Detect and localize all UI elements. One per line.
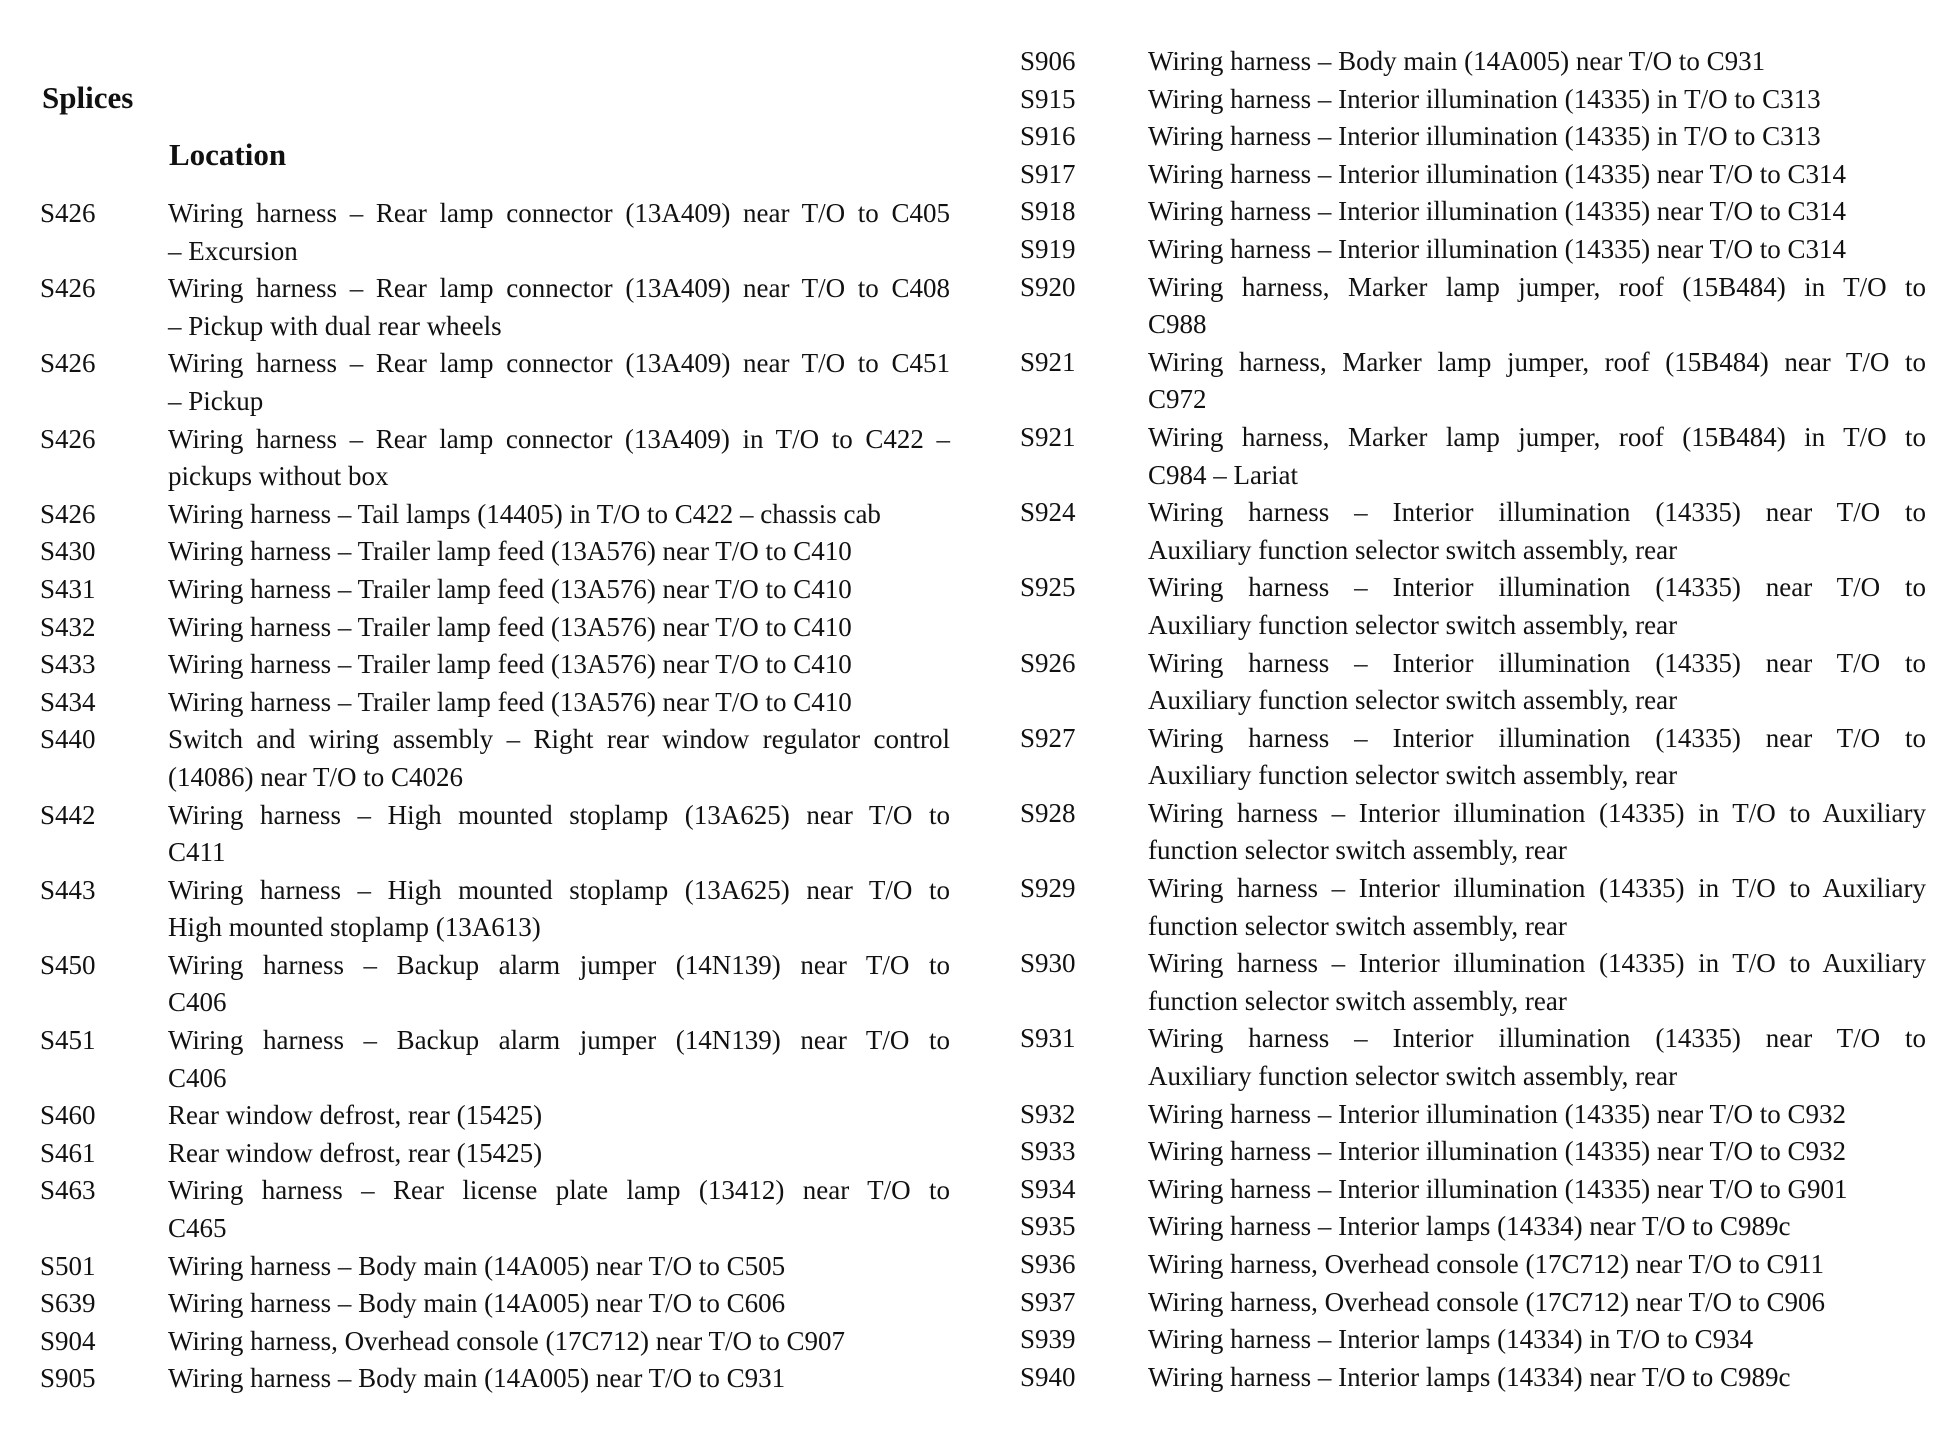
- location-line: Wiring harness – Trailer lamp feed (13A576) near T/O to C410: [168, 649, 852, 680]
- splice-location: [168, 1022, 950, 1097]
- location-line: Wiring harness – Rear lamp connector (13A409) near T/O to C451: [168, 348, 950, 379]
- location-line: Wiring harness – Interior illumination (14335) near T/O to C932: [1148, 1098, 1847, 1129]
- splice-row: [1020, 1284, 1926, 1322]
- splice-location: [168, 496, 950, 534]
- splice-location: [1148, 645, 1926, 720]
- location-line: Wiring harness – Rear lamp connector (13A409) near T/O to C408: [168, 273, 950, 304]
- splice-location: [1148, 1284, 1926, 1322]
- splice-row: [40, 721, 950, 796]
- splice-location: [1148, 1208, 1926, 1246]
- splice-id: S927: [1020, 722, 1076, 753]
- location-line: Wiring harness – Interior lamps (14334) near T/O to C989c: [1148, 1211, 1791, 1242]
- location-line: pickups without box: [168, 461, 389, 492]
- location-line: C406: [168, 987, 227, 1018]
- splice-id: S928: [1020, 797, 1076, 828]
- splice-id: S904: [40, 1325, 96, 1356]
- location-line: – Excursion: [168, 235, 298, 266]
- splice-id: S426: [40, 273, 96, 304]
- splice-id: S932: [1020, 1098, 1076, 1129]
- splice-location: [1148, 269, 1926, 344]
- splice-location: [1148, 870, 1926, 945]
- splice-row: [40, 1248, 950, 1286]
- location-line: Wiring harness – Body main (14A005) near T/O to C931: [1148, 46, 1766, 76]
- location-line: C406: [168, 1062, 227, 1093]
- splice-id: S924: [1020, 497, 1076, 528]
- splice-id: S426: [40, 498, 96, 529]
- splice-row: [1020, 231, 1926, 269]
- location-line: function selector switch assembly, rear: [1148, 985, 1567, 1016]
- location-line: Wiring harness – Interior illumination (14335) in T/O to C313: [1148, 83, 1821, 114]
- splice-row: [1020, 43, 1926, 81]
- location-line: C984 – Lariat: [1148, 459, 1298, 490]
- splice-location: [168, 646, 950, 684]
- location-line: Wiring harness – Trailer lamp feed (13A576) near T/O to C410: [168, 686, 852, 717]
- splice-row: [40, 1323, 950, 1361]
- splice-id: S936: [1020, 1249, 1076, 1279]
- location-line: Wiring harness – Interior lamps (14334) near T/O to C989c: [1148, 1361, 1791, 1392]
- splice-row: [40, 571, 950, 609]
- location-line: (14086) near T/O to C4026: [168, 761, 463, 792]
- splice-location: [1148, 156, 1926, 194]
- splice-row: [1020, 193, 1926, 231]
- splice-id: S929: [1020, 873, 1076, 904]
- location-line: C411: [168, 837, 226, 868]
- splice-id: S925: [1020, 572, 1076, 603]
- splice-id: S443: [40, 874, 96, 905]
- splice-row: [40, 684, 950, 722]
- location-line: Wiring harness – Interior illumination (14335) near T/O to: [1148, 497, 1926, 528]
- location-line: Wiring harness – Trailer lamp feed (13A576) near T/O to C410: [168, 611, 852, 642]
- splice-row: [1020, 945, 1926, 1020]
- location-line: function selector switch assembly, rear: [1148, 835, 1567, 866]
- location-line: Wiring harness – Interior illumination (14335) in T/O to Auxiliary: [1148, 797, 1926, 828]
- splice-id: S434: [40, 686, 96, 717]
- location-line: High mounted stoplamp (13A613): [168, 912, 541, 943]
- splice-row: [40, 496, 950, 534]
- splice-location: [1148, 81, 1926, 119]
- splice-location: [1148, 1246, 1926, 1284]
- splice-location: [168, 195, 950, 270]
- splice-location: [168, 872, 950, 947]
- location-line: Wiring harness – High mounted stoplamp (13A625) near T/O to: [168, 874, 950, 905]
- splice-row: [1020, 1246, 1926, 1284]
- location-line: Wiring harness – Interior illumination (14335) near T/O to C932: [1148, 1136, 1847, 1167]
- splice-row: [1020, 720, 1926, 795]
- splice-id: S921: [1020, 421, 1076, 452]
- location-line: C972: [1148, 384, 1207, 415]
- location-column-header: Location: [169, 137, 287, 172]
- splice-id: S639: [40, 1288, 96, 1319]
- splice-row: [40, 1360, 950, 1398]
- splice-location: [168, 421, 950, 496]
- splice-row: [40, 421, 950, 496]
- splice-id: S461: [40, 1137, 96, 1168]
- splice-location: [1148, 1171, 1926, 1209]
- location-line: Wiring harness – Backup alarm jumper (14N139) near T/O to: [168, 949, 950, 980]
- splice-row: [1020, 494, 1926, 569]
- location-line: function selector switch assembly, rear: [1148, 910, 1567, 941]
- splice-row: [1020, 1096, 1926, 1134]
- location-line: Wiring harness – Rear license plate lamp (13412) near T/O to: [168, 1175, 950, 1206]
- location-line: Auxiliary function selector switch assembly, rear: [1148, 534, 1678, 565]
- location-line: Wiring harness, Overhead console (17C712) near T/O to C907: [168, 1325, 846, 1356]
- location-line: Switch and wiring assembly – Right rear window regulator control: [168, 724, 950, 755]
- splice-row: [1020, 1359, 1926, 1397]
- splice-id: S905: [40, 1363, 96, 1394]
- location-line: Wiring harness – Interior illumination (14335) near T/O to C314: [1148, 196, 1847, 227]
- splice-location: [1148, 231, 1926, 269]
- splice-id: S926: [1020, 647, 1076, 678]
- splice-row: [1020, 269, 1926, 344]
- splice-location: [1148, 1321, 1926, 1359]
- splice-id: S920: [1020, 271, 1076, 302]
- splice-id: S940: [1020, 1361, 1076, 1392]
- splice-location: [1148, 43, 1926, 81]
- splice-location: [168, 721, 950, 796]
- location-line: Wiring harness, Marker lamp jumper, roof (15B484) in T/O to: [1148, 271, 1926, 302]
- splice-location: [1148, 193, 1926, 231]
- splice-id: S930: [1020, 948, 1076, 979]
- splice-location: [1148, 1096, 1926, 1134]
- splice-id: S906: [1020, 46, 1076, 76]
- splice-id: S440: [40, 724, 96, 755]
- splice-row: [1020, 795, 1926, 870]
- splice-location: [168, 345, 950, 420]
- splice-id: S431: [40, 573, 96, 604]
- splice-id: S433: [40, 649, 96, 680]
- splice-id: S915: [1020, 83, 1076, 114]
- splice-location: [168, 947, 950, 1022]
- splice-id: S919: [1020, 233, 1076, 264]
- location-line: Wiring harness – Backup alarm jumper (14N139) near T/O to: [168, 1025, 950, 1056]
- splice-location: [168, 1323, 950, 1361]
- location-line: Auxiliary function selector switch assembly, rear: [1148, 685, 1678, 716]
- splice-id: S426: [40, 198, 96, 228]
- splice-row: [40, 1022, 950, 1097]
- splice-row: [1020, 1208, 1926, 1246]
- location-line: Wiring harness – Body main (14A005) near T/O to C606: [168, 1288, 786, 1319]
- splice-location: [168, 270, 950, 345]
- splice-row: [40, 1172, 950, 1247]
- location-line: Wiring harness – Trailer lamp feed (13A576) near T/O to C410: [168, 573, 852, 604]
- splice-location: [1148, 945, 1926, 1020]
- location-line: Wiring harness – Interior illumination (14335) near T/O to C314: [1148, 233, 1847, 264]
- location-line: Wiring harness, Marker lamp jumper, roof (15B484) near T/O to: [1148, 346, 1926, 377]
- location-line: Wiring harness – Interior illumination (14335) near T/O to: [1148, 572, 1926, 603]
- splice-row: [40, 947, 950, 1022]
- splice-row: [1020, 569, 1926, 644]
- splice-row: [40, 195, 950, 270]
- location-line: Wiring harness – Interior illumination (14335) near T/O to C314: [1148, 158, 1847, 189]
- splice-row: [40, 533, 950, 571]
- splice-id: S937: [1020, 1286, 1076, 1317]
- splice-row: [40, 609, 950, 647]
- splice-location: [168, 1172, 950, 1247]
- location-line: C988: [1148, 309, 1207, 340]
- location-line: Wiring harness, Marker lamp jumper, roof (15B484) in T/O to: [1148, 421, 1926, 452]
- splice-row: [1020, 1133, 1926, 1171]
- location-line: Wiring harness – Interior illumination (14335) in T/O to Auxiliary: [1148, 948, 1926, 979]
- splice-row: [1020, 81, 1926, 119]
- location-line: Rear window defrost, rear (15425): [168, 1137, 543, 1168]
- splice-row: [1020, 118, 1926, 156]
- location-line: Auxiliary function selector switch assembly, rear: [1148, 609, 1678, 640]
- splice-row: [40, 797, 950, 872]
- splice-id: S463: [40, 1175, 96, 1206]
- splice-id: S442: [40, 799, 96, 830]
- location-line: Wiring harness – Rear lamp connector (13A409) near T/O to C405: [168, 198, 950, 228]
- location-line: Auxiliary function selector switch assembly, rear: [1148, 760, 1678, 791]
- splice-row: [1020, 344, 1926, 419]
- splice-row: [1020, 1321, 1926, 1359]
- location-line: Wiring harness – Rear lamp connector (13A409) in T/O to C422 –: [168, 423, 950, 454]
- splice-id: S501: [40, 1250, 96, 1281]
- splice-id: S426: [40, 423, 96, 454]
- location-line: Auxiliary function selector switch assembly, rear: [1148, 1061, 1678, 1092]
- location-line: C465: [168, 1213, 227, 1244]
- location-line: Wiring harness – Interior illumination (14335) near T/O to: [1148, 647, 1926, 678]
- location-line: Wiring harness – Body main (14A005) near T/O to C505: [168, 1250, 786, 1281]
- splice-location: [168, 797, 950, 872]
- location-line: Wiring harness, Overhead console (17C712) near T/O to C911: [1148, 1249, 1825, 1279]
- section-title: Splices: [42, 80, 134, 115]
- location-line: Wiring harness – Body main (14A005) near T/O to C931: [168, 1363, 786, 1394]
- splice-id: S934: [1020, 1173, 1076, 1204]
- splice-list-left: [40, 195, 950, 1398]
- splice-row: [40, 270, 950, 345]
- splice-row: [1020, 645, 1926, 720]
- splice-row: [40, 872, 950, 947]
- splice-location: [1148, 1133, 1926, 1171]
- splice-id: S460: [40, 1100, 96, 1131]
- splice-id: S451: [40, 1025, 96, 1056]
- location-line: Wiring harness – Interior illumination (14335) in T/O to Auxiliary: [1148, 873, 1926, 904]
- splice-row: [40, 1135, 950, 1173]
- splice-location: [168, 1285, 950, 1323]
- location-line: Wiring harness – Interior illumination (14335) in T/O to C313: [1148, 121, 1821, 152]
- splice-location: [168, 1135, 950, 1173]
- splice-location: [1148, 795, 1926, 870]
- splice-location: [1148, 720, 1926, 795]
- location-line: Rear window defrost, rear (15425): [168, 1100, 543, 1131]
- location-line: Wiring harness – Interior illumination (14335) near T/O to: [1148, 722, 1926, 753]
- splice-id: S933: [1020, 1136, 1076, 1167]
- splice-id: S935: [1020, 1211, 1076, 1242]
- splice-id: S432: [40, 611, 96, 642]
- splice-row: [1020, 870, 1926, 945]
- splice-id: S430: [40, 536, 96, 567]
- splice-row: [40, 1285, 950, 1323]
- splice-id: S426: [40, 348, 96, 379]
- splice-location: [1148, 1359, 1926, 1397]
- splice-location: [168, 684, 950, 722]
- splice-location: [1148, 118, 1926, 156]
- splice-row: [40, 345, 950, 420]
- location-line: Wiring harness – Interior illumination (14335) near T/O to: [1148, 1023, 1926, 1054]
- splice-location: [168, 1097, 950, 1135]
- splice-location: [168, 571, 950, 609]
- splice-row: [1020, 1020, 1926, 1095]
- splice-id: S450: [40, 949, 96, 980]
- splice-id: S916: [1020, 121, 1076, 152]
- splice-id: S917: [1020, 158, 1076, 189]
- splice-id: S931: [1020, 1023, 1076, 1054]
- location-line: – Pickup: [168, 385, 264, 416]
- splice-id: S918: [1020, 196, 1076, 227]
- splice-location: [168, 1360, 950, 1398]
- splice-row: [40, 646, 950, 684]
- location-line: – Pickup with dual rear wheels: [168, 310, 502, 341]
- splice-list-right: [1020, 43, 1926, 1396]
- splice-location: [1148, 344, 1926, 419]
- splice-id: S921: [1020, 346, 1076, 377]
- splice-row: [1020, 156, 1926, 194]
- splice-location: [1148, 419, 1926, 494]
- splice-id: S939: [1020, 1324, 1076, 1355]
- splice-location: [1148, 569, 1926, 644]
- splice-row: [1020, 419, 1926, 494]
- splice-location: [168, 533, 950, 571]
- splice-location: [1148, 1020, 1926, 1095]
- splice-location: [168, 609, 950, 647]
- splice-location: [168, 1248, 950, 1286]
- splice-location: [1148, 494, 1926, 569]
- splice-row: [1020, 1171, 1926, 1209]
- location-line: Wiring harness – High mounted stoplamp (13A625) near T/O to: [168, 799, 950, 830]
- location-line: Wiring harness – Tail lamps (14405) in T/O to C422 – chassis cab: [168, 498, 881, 529]
- location-line: Wiring harness – Trailer lamp feed (13A576) near T/O to C410: [168, 536, 852, 567]
- location-line: Wiring harness – Interior lamps (14334) in T/O to C934: [1148, 1324, 1754, 1355]
- location-line: Wiring harness, Overhead console (17C712) near T/O to C906: [1148, 1286, 1826, 1317]
- location-line: Wiring harness – Interior illumination (14335) near T/O to G901: [1148, 1173, 1848, 1204]
- splice-row: [40, 1097, 950, 1135]
